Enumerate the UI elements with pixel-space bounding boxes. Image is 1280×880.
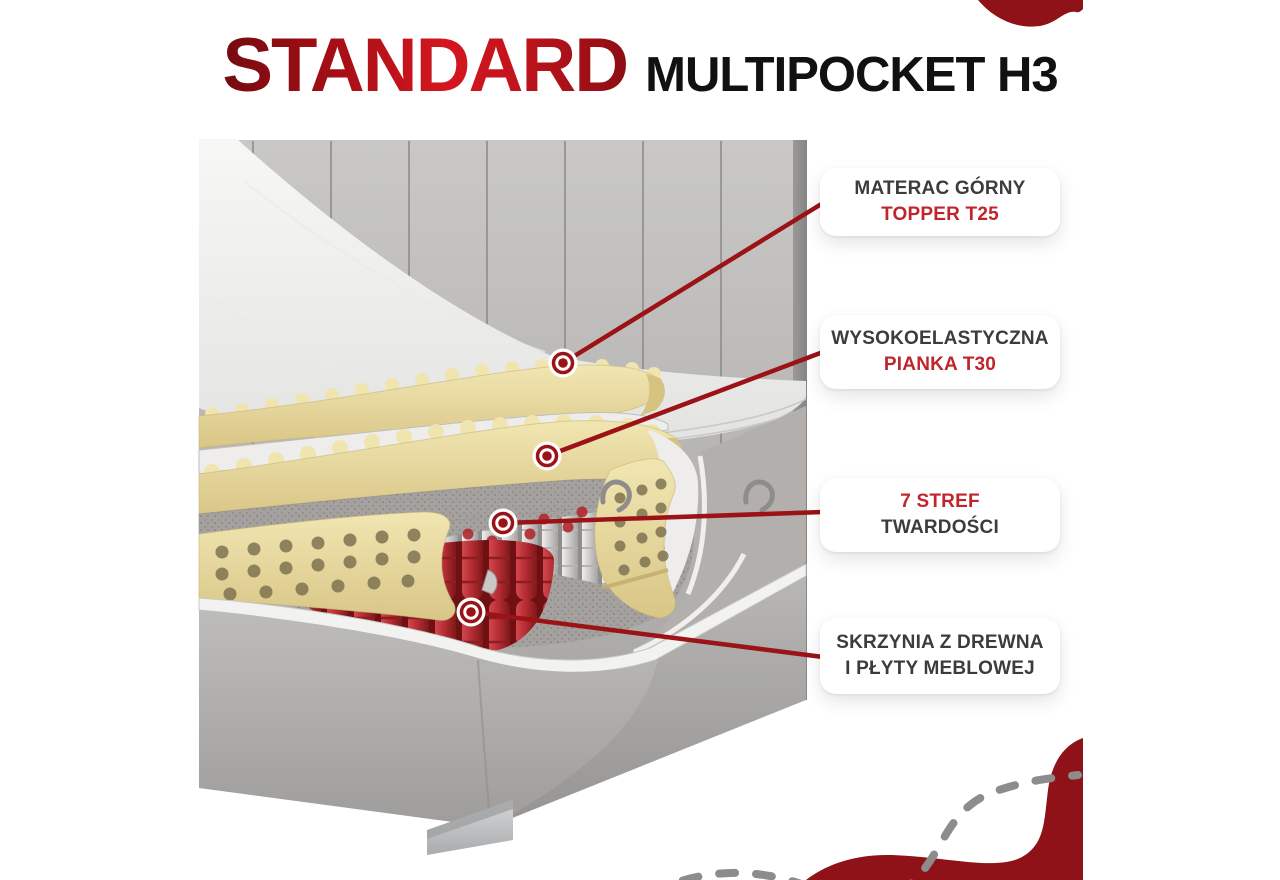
callout-text: MATERAC GÓRNY (854, 178, 1026, 199)
callout-label-foam (820, 315, 1060, 389)
callout-text: WYSOKOELASTYCZNA (831, 328, 1049, 349)
bed (199, 139, 807, 855)
callout-label-frame (820, 618, 1060, 694)
callout-text: I PŁYTY MEBLOWEJ (845, 658, 1035, 679)
callout-text: SKRZYNIA Z DREWNA (836, 632, 1044, 653)
corner-blob-bottom-right (806, 738, 1083, 880)
callout-label-topper (820, 168, 1060, 236)
callout-marker-2 (533, 442, 562, 471)
callout-text-highlight: TOPPER T25 (881, 204, 999, 225)
callout-marker-3 (489, 509, 518, 538)
callout-label-zones (820, 478, 1060, 552)
callout-text: TWARDOŚCI (881, 517, 999, 538)
callout-text-highlight: PIANKA T30 (883, 354, 997, 375)
callout-marker-4 (457, 598, 486, 627)
callout-text-highlight: 7 STREF (900, 491, 980, 512)
title-model: MULTIPOCKET H3 (645, 48, 1058, 102)
callout-marker-1 (549, 349, 578, 378)
page-title (0, 22, 1280, 108)
title-brand: STANDARD (222, 23, 628, 108)
